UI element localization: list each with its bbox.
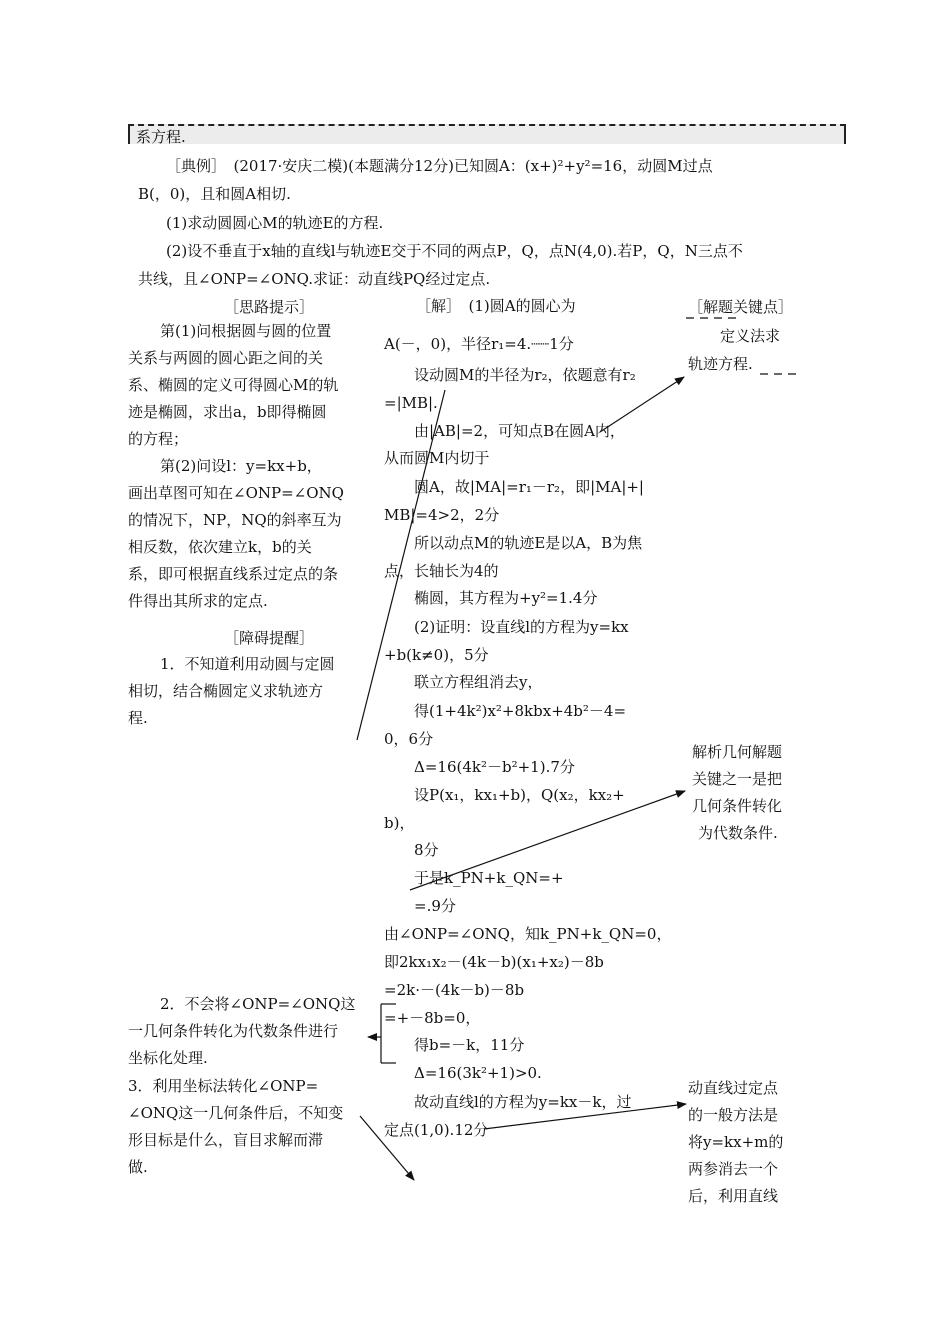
question-2b: 共线，且∠ONP=∠ONQ.求证：动直线PQ经过定点.	[138, 270, 491, 288]
key-3-line: 将y=kx+m的	[688, 1133, 784, 1151]
key-3-line: 的一般方法是	[688, 1106, 779, 1124]
key-2-line: 为代数条件.	[698, 824, 778, 842]
barrier-line: 形目标是什么，盲目求解而滞	[128, 1131, 324, 1149]
solution-line: 于是k_PN+k_QN=+	[414, 869, 564, 887]
solution-line: =.9分	[414, 897, 456, 915]
hint-line: 画出草图可知在∠ONP=∠ONQ	[128, 484, 344, 502]
barrier-line: 3．利用坐标法转化∠ONP=	[128, 1077, 319, 1095]
solution-line: +b(k≠0)，5分	[384, 646, 489, 664]
solution-line: 圆A，故|MA|=r₁－r₂，即|MA|+|	[414, 478, 644, 496]
solution-line: 椭圆，其方程为+y²=1.4分	[414, 589, 598, 607]
solution-line: b)，	[384, 814, 415, 832]
solution-line: 点，长轴长为4的	[384, 562, 499, 580]
solution-line: 8分	[414, 841, 439, 859]
barrier-line: 程.	[128, 709, 148, 727]
barrier-title: ［障碍提醒］	[224, 629, 315, 647]
arrow-line-4	[484, 1104, 686, 1129]
barrier-line: 一几何条件转化为代数条件进行	[128, 1022, 339, 1040]
key-title: ［解题关键点］	[688, 298, 794, 316]
solution-line: 由∠ONP=∠ONQ，知k_PN+k_QN=0，	[384, 925, 672, 943]
key-2-line: 关键之一是把	[692, 770, 783, 788]
question-1: (1)求动圆圆心M的轨迹E的方程.	[166, 214, 384, 232]
solution-line: 得b=－k，11分	[414, 1036, 525, 1054]
key-3-line: 动直线过定点	[688, 1079, 779, 1097]
example-line-2: B(，0)，且和圆A相切.	[138, 185, 291, 203]
solution-line: =|MB|.	[384, 394, 438, 412]
hint-line: 迹是椭圆，求出a，b即得椭圆	[128, 403, 327, 421]
solution-line: =+－8b=0，	[384, 1009, 481, 1027]
key-1-line: 轨迹方程.	[688, 355, 753, 373]
solution-line: 0，6分	[384, 730, 434, 748]
barrier-line: 2．不会将∠ONP=∠ONQ这	[160, 995, 356, 1013]
barrier-line: 坐标化处理.	[128, 1049, 208, 1067]
barrier-line: 做.	[128, 1158, 148, 1176]
barrier-line: 1．不知道利用动圆与定圆	[160, 655, 335, 673]
key-2-line: 解析几何解题	[692, 743, 783, 761]
arrow-line-1	[357, 390, 445, 740]
hint-line: 件得出其所求的定点.	[128, 592, 268, 610]
hint-line: 系，即可根据直线系过定点的条	[128, 565, 339, 583]
hint-line: 系、椭圆的定义可得圆心M的轨	[128, 376, 339, 394]
barrier-line: 相切，结合椭圆定义求轨迹方	[128, 682, 324, 700]
key-2-line: 几何条件转化	[692, 797, 783, 815]
solution-line: A(－，0)，半径r₁=4.┈┈1分	[384, 335, 574, 353]
solution-line: 联立方程组消去y，	[414, 673, 543, 691]
arrow-line-5	[360, 1116, 414, 1180]
hint-line: 第(2)问设l：y=kx+b，	[160, 457, 322, 475]
solution-line: Δ=16(3k²+1)>0.	[414, 1064, 542, 1082]
solution-line: ［解］ (1)圆A的圆心为	[416, 297, 576, 315]
hint-title: ［思路提示］	[224, 298, 315, 316]
solution-line: 即2kx₁x₂－(4k－b)(x₁+x₂)－8b	[384, 953, 604, 971]
solution-line: (2)证明：设直线l的方程为y=kx	[414, 618, 629, 636]
barrier-line: ∠ONQ这一几何条件后，不知变	[128, 1104, 344, 1122]
solution-line: 故动直线l的方程为y=kx－k，过	[414, 1093, 632, 1111]
question-2a: (2)设不垂直于x轴的直线l与轨迹E交于不同的两点P，Q，点N(4,0).若P，Q，N三点不	[166, 242, 743, 260]
solution-line: 所以动点M的轨迹E是以A，B为焦	[414, 534, 643, 552]
solution-line: 得(1+4k²)x²+8kbx+4b²－4=	[414, 702, 627, 720]
solution-line: 设动圆M的半径为r₂，依题意有r₂	[414, 366, 636, 384]
key-1-line: 定义法求	[720, 327, 781, 345]
solution-line: 定点(1,0).12分	[384, 1121, 489, 1139]
solution-line: 由|AB|=2，可知点B在圆A内，	[414, 422, 625, 440]
arrow-line-2	[410, 791, 685, 890]
arrow-line-1b	[600, 377, 684, 432]
key-3-line: 后，利用直线	[688, 1187, 779, 1205]
hint-line: 相反数，依次建立k，b的关	[128, 538, 312, 556]
hint-line: 第(1)问根据圆与圆的位置	[160, 322, 332, 340]
solution-line: 设P(x₁，kx₁+b)，Q(x₂，kx₂+	[414, 786, 625, 804]
hint-line: 的情况下，NP，NQ的斜率互为	[128, 511, 342, 529]
example-line-1: ［典例］ (2017·安庆二模)(本题满分12分)已知圆A：(x+)²+y²=16，动圆M过点	[166, 157, 713, 175]
solution-line: Δ=16(4k²－b²+1).7分	[414, 758, 575, 776]
hint-line: 的方程；	[128, 430, 189, 448]
continued-text: 系方程.	[136, 128, 186, 146]
key-3-line: 两参消去一个	[688, 1160, 779, 1178]
solution-line: =2k·－(4k－b)－8b	[384, 981, 525, 999]
solution-line: MB|=4>2，2分	[384, 506, 500, 524]
hint-line: 关系与两圆的圆心距之间的关	[128, 349, 324, 367]
solution-line: 从而圆M内切于	[384, 449, 490, 467]
